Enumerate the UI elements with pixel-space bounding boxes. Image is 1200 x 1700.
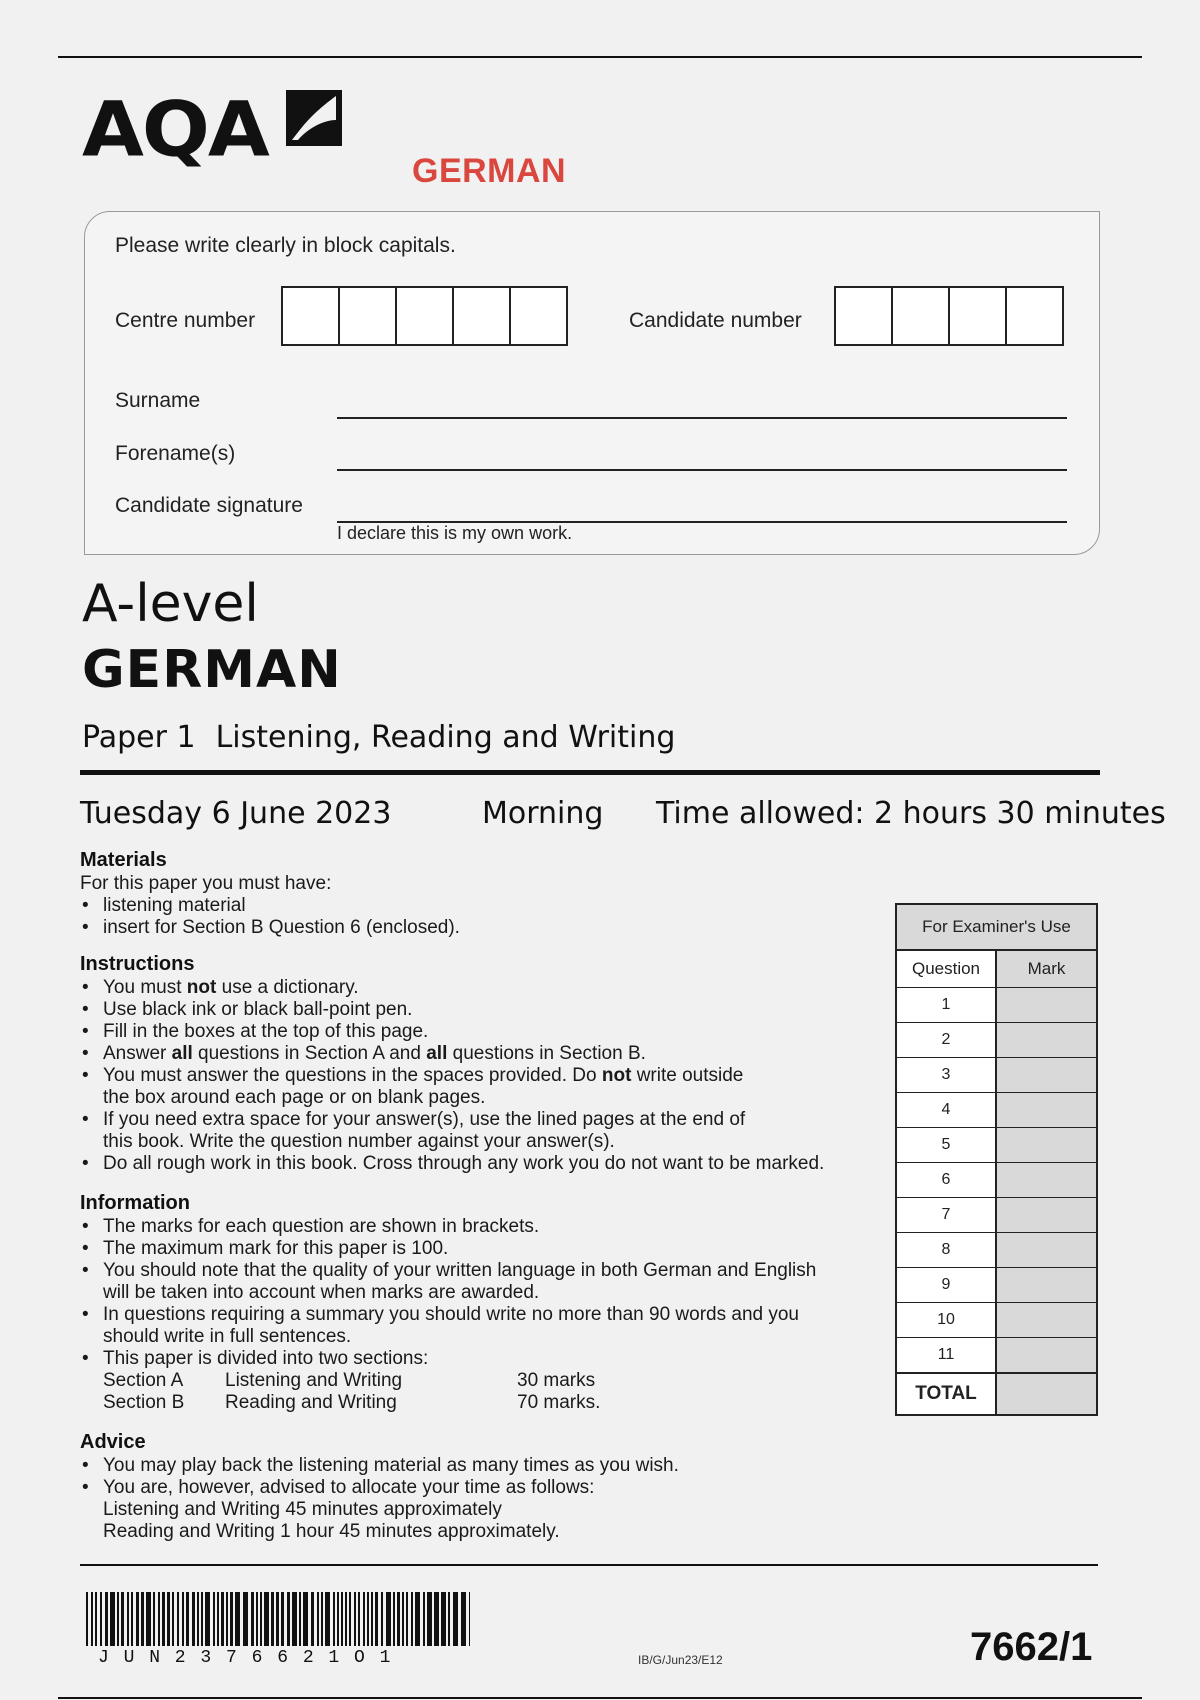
bottom-rule: [58, 1697, 1142, 1699]
list-item: • If you need extra space for your answer(s), use the lined pages at the end of this book. Write the question number against your answer(s).: [80, 1109, 824, 1153]
mark-cell: [997, 1058, 1096, 1092]
candidate-digit-box[interactable]: [950, 288, 1007, 344]
question-number-cell: 8: [897, 1233, 997, 1267]
top-rule: [58, 56, 1142, 58]
centre-digit-box[interactable]: [511, 288, 566, 344]
exam-session: Morning: [482, 796, 604, 831]
surname-field[interactable]: [337, 417, 1067, 419]
forename-label: Forename(s): [115, 442, 236, 465]
centre-number-label: Centre number: [115, 309, 256, 332]
total-row: [897, 1373, 1096, 1414]
mark-cell: [997, 988, 1096, 1022]
mark-cell: [997, 1023, 1096, 1057]
question-number-cell: 2: [897, 1023, 997, 1057]
materials-list: [80, 895, 460, 939]
information-list: [80, 1216, 816, 1414]
question-number-cell: 9: [897, 1268, 997, 1302]
list-item: • You should note that the quality of your written language in both German and English will be taken into account when marks are awarded.: [80, 1260, 816, 1304]
instructions-list: [80, 977, 824, 1175]
information-heading: Information: [80, 1192, 190, 1214]
list-item: • You may play back the listening material as many times as you wish.: [80, 1455, 679, 1477]
section-row: Section B Reading and Writing 70 marks.: [103, 1392, 601, 1413]
candidate-details-box: [84, 211, 1100, 555]
header-subject: GERMAN: [412, 152, 567, 190]
question-number-cell: 5: [897, 1128, 997, 1162]
question-number-cell: 11: [897, 1338, 997, 1372]
mark-cell: [997, 1338, 1096, 1372]
list-item: • The marks for each question are shown in brackets.: [80, 1216, 816, 1238]
list-item: • This paper is divided into two sections: Section A Listening and Writing 30 marks Section B Reading and Writing 70 marks.: [80, 1348, 816, 1414]
mark-cell: [997, 1198, 1096, 1232]
table-row: [897, 1338, 1096, 1373]
subject-title: GERMAN: [82, 640, 342, 700]
mark-cell: [997, 1128, 1096, 1162]
declaration-text: I declare this is my own work.: [337, 523, 573, 543]
centre-digit-box[interactable]: [340, 288, 397, 344]
table-row: [897, 1198, 1096, 1233]
list-item: • Do all rough work in this book. Cross through any work you do not want to be marked.: [80, 1153, 824, 1175]
section-row: Section A Listening and Writing 30 marks: [103, 1370, 596, 1391]
list-item: • listening material: [80, 895, 460, 917]
table-row: [897, 1058, 1096, 1093]
centre-number-boxes[interactable]: [281, 286, 568, 346]
candidate-number-label: Candidate number: [629, 309, 802, 332]
paper-name: Listening, Reading and Writing: [215, 720, 676, 755]
materials-intro: For this paper you must have:: [80, 873, 332, 894]
signature-label: Candidate signature: [115, 494, 303, 517]
title-rule: [80, 770, 1100, 775]
table-row: [897, 1128, 1096, 1163]
mark-cell: [997, 1233, 1096, 1267]
document-reference: IB/G/Jun23/E12: [638, 1653, 723, 1667]
paper-number: Paper 1: [82, 720, 196, 755]
table-row: [897, 1163, 1096, 1198]
examiner-table-header: [897, 951, 1096, 988]
examiner-table-title: For Examiner's Use: [897, 905, 1096, 951]
advice-heading: Advice: [80, 1431, 146, 1453]
total-mark-cell: [997, 1374, 1096, 1414]
surname-label: Surname: [115, 389, 201, 412]
centre-digit-box[interactable]: [397, 288, 454, 344]
exam-date: Tuesday 6 June 2023: [80, 796, 392, 831]
candidate-number-boxes[interactable]: [834, 286, 1064, 346]
list-item: • You are, however, advised to allocate your time as follows: Listening and Writing 45 minutes approximately Reading and Writing 1 hour 45 minutes approximately.: [80, 1477, 679, 1543]
table-row: [897, 1023, 1096, 1058]
table-row: [897, 1268, 1096, 1303]
table-row: [897, 988, 1096, 1023]
question-number-cell: 3: [897, 1058, 997, 1092]
question-number-cell: 1: [897, 988, 997, 1022]
list-item: • You must answer the questions in the spaces provided. Do not write outside the box around each page or on blank pages.: [80, 1065, 824, 1109]
forename-field[interactable]: [337, 469, 1067, 471]
paper-code: 7662/1: [970, 1625, 1093, 1669]
list-item: • The maximum mark for this paper is 100.: [80, 1238, 816, 1260]
centre-digit-box[interactable]: [454, 288, 511, 344]
level-title: A-level: [82, 574, 259, 634]
question-column-header: Question: [897, 951, 997, 987]
candidate-digit-box[interactable]: [836, 288, 893, 344]
table-row: [897, 1303, 1096, 1338]
instructions-heading: Instructions: [80, 953, 195, 975]
mark-cell: [997, 1303, 1096, 1337]
barcode-icon: [86, 1592, 470, 1646]
question-number-cell: 4: [897, 1093, 997, 1127]
list-item: • Use black ink or black ball-point pen.: [80, 999, 824, 1021]
list-item: • In questions requiring a summary you should write no more than 90 words and you should write in full sentences.: [80, 1304, 816, 1348]
table-row: [897, 1093, 1096, 1128]
candidate-digit-box[interactable]: [893, 288, 950, 344]
total-label: TOTAL: [897, 1374, 997, 1414]
paper-title: [82, 720, 675, 755]
question-number-cell: 6: [897, 1163, 997, 1197]
mark-column-header: Mark: [1027, 959, 1066, 978]
aqa-logo-mark-icon: [286, 90, 342, 146]
advice-list: [80, 1455, 679, 1543]
mark-cell: [997, 1163, 1096, 1197]
question-number-cell: 10: [897, 1303, 997, 1337]
block-capitals-instruction: Please write clearly in block capitals.: [115, 234, 456, 257]
list-item: • insert for Section B Question 6 (enclosed).: [80, 917, 460, 939]
time-allowed: Time allowed: 2 hours 30 minutes: [656, 796, 1166, 831]
footer-rule: [80, 1564, 1098, 1566]
examiner-use-table: [895, 903, 1098, 1416]
mark-cell: [997, 1093, 1096, 1127]
centre-digit-box[interactable]: [283, 288, 340, 344]
candidate-digit-box[interactable]: [1007, 288, 1062, 344]
question-number-cell: 7: [897, 1198, 997, 1232]
barcode-text: JUN2376621O1: [98, 1648, 406, 1668]
mark-cell: [997, 1268, 1096, 1302]
list-item: • Fill in the boxes at the top of this page.: [80, 1021, 824, 1043]
aqa-logo: AQA: [82, 88, 362, 188]
list-item: • You must not use a dictionary.: [80, 977, 824, 999]
table-row: [897, 1233, 1096, 1268]
materials-heading: Materials: [80, 849, 167, 871]
list-item: • Answer all questions in Section A and all questions in Section B.: [80, 1043, 824, 1065]
